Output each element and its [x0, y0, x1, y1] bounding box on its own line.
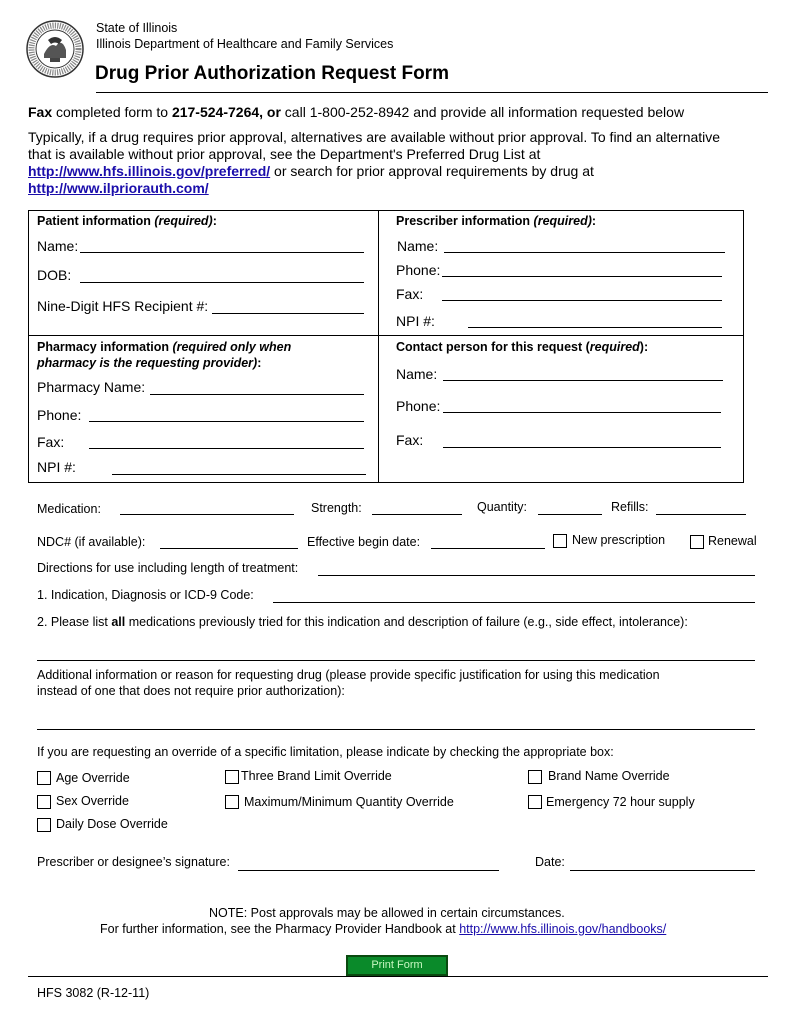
prescriber-npi-label: NPI #:	[396, 313, 435, 329]
prescriber-phone-label: Phone:	[396, 262, 441, 278]
additional-info-label-line2: instead of one that does not require prior authorization):	[37, 684, 345, 698]
three-brand-override-label: Three Brand Limit Override	[241, 769, 392, 783]
prescriber-fax-field[interactable]	[442, 300, 722, 301]
refills-label: Refills:	[611, 500, 649, 514]
state-name: State of Illinois	[96, 21, 178, 35]
strength-label: Strength:	[311, 501, 362, 515]
patient-dob-label: DOB:	[37, 267, 72, 283]
additional-info-label-line1: Additional information or reason for requesting drug (please provide specific justification for using this medication	[37, 668, 660, 682]
prescriber-fax-label: Fax:	[396, 286, 424, 302]
form-number: HFS 3082 (R-12-11)	[37, 986, 150, 1000]
indication-label: 1. Indication, Diagnosis or ICD-9 Code:	[37, 588, 254, 602]
footer-divider	[28, 976, 768, 977]
signature-field[interactable]	[238, 870, 499, 871]
directions-field[interactable]	[318, 575, 755, 576]
emergency-supply-label: Emergency 72 hour supply	[546, 795, 695, 809]
intro-paragraph-line4	[28, 180, 209, 196]
brand-name-override-label: Brand Name Override	[548, 769, 670, 783]
medication-label: Medication:	[37, 502, 101, 516]
ndc-field[interactable]	[160, 548, 298, 549]
age-override-checkbox[interactable]	[37, 771, 51, 785]
header-divider	[96, 92, 768, 93]
post-approval-note: NOTE: Post approvals may be allowed in certain circumstances.	[209, 906, 565, 920]
pharmacy-name-label: Pharmacy Name:	[37, 379, 146, 395]
contact-fax-field[interactable]	[443, 447, 721, 448]
previous-medications-field[interactable]	[37, 660, 755, 661]
ilpriorauth-link[interactable]: http://www.ilpriorauth.com/	[28, 180, 209, 196]
patient-dob-field[interactable]	[80, 282, 364, 283]
renewal-checkbox[interactable]	[690, 535, 704, 549]
intro-paragraph-line2: that is available without prior approval, see the Department's Preferred Drug List at	[28, 146, 541, 162]
pharmacy-phone-label: Phone:	[37, 407, 82, 423]
quantity-label: Quantity:	[477, 500, 528, 514]
pharmacy-heading-line1: Pharmacy information (required only when	[37, 340, 292, 354]
preferred-drug-list-link[interactable]: http://www.hfs.illinois.gov/preferred/	[28, 163, 271, 179]
prescriber-name-label: Name:	[397, 238, 439, 254]
daily-dose-override-checkbox[interactable]	[37, 818, 51, 832]
new-prescription-label: New prescription	[572, 533, 666, 547]
prescriber-heading: Prescriber information (required):	[396, 214, 597, 228]
pharmacy-npi-label: NPI #:	[37, 459, 76, 475]
sex-override-label: Sex Override	[56, 794, 129, 808]
contact-name-label: Name:	[396, 366, 438, 382]
pharmacy-heading-line2: pharmacy is the requesting provider):	[37, 356, 262, 370]
fax-instructions: Fax completed form to 217-524-7264, or call 1-800-252-8942 and provide all information requested below	[28, 104, 685, 120]
contact-heading: Contact person for this request (required):	[396, 340, 649, 354]
effective-date-field[interactable]	[431, 548, 545, 549]
pharmacy-fax-field[interactable]	[89, 448, 364, 449]
pharmacy-npi-field[interactable]	[112, 474, 366, 475]
override-instructions: If you are requesting an override of a specific limitation, please indicate by checking the appropriate box:	[37, 745, 614, 759]
brand-name-override-checkbox[interactable]	[528, 770, 542, 784]
intro-paragraph-line3: http://www.hfs.illinois.gov/preferred/ or search for prior approval requirements by drug at	[28, 163, 594, 179]
pharmacy-name-field[interactable]	[150, 394, 364, 395]
signature-label: Prescriber or designee’s signature:	[37, 855, 230, 869]
max-min-quantity-override-label: Maximum/Minimum Quantity Override	[244, 795, 454, 809]
age-override-label: Age Override	[56, 771, 130, 785]
date-field[interactable]	[570, 870, 755, 871]
prescriber-npi-field[interactable]	[468, 327, 722, 328]
contact-phone-label: Phone:	[396, 398, 441, 414]
three-brand-override-checkbox[interactable]	[225, 770, 239, 784]
form-title: Drug Prior Authorization Request Form	[95, 63, 449, 84]
patient-name-field[interactable]	[80, 252, 364, 253]
max-min-quantity-override-checkbox[interactable]	[225, 795, 239, 809]
handbook-note: For further information, see the Pharmacy Provider Handbook at http://www.hfs.illinois.gov/handbooks/	[100, 922, 667, 936]
refills-field[interactable]	[656, 514, 746, 515]
quantity-field[interactable]	[538, 514, 602, 515]
contact-fax-label: Fax:	[396, 432, 424, 448]
renewal-label: Renewal	[708, 534, 757, 548]
patient-name-label: Name:	[37, 238, 79, 254]
ndc-label: NDC# (if available):	[37, 535, 146, 549]
effective-date-label: Effective begin date:	[307, 535, 421, 549]
department-name: Illinois Department of Healthcare and Family Services	[96, 37, 394, 51]
box-vertical-divider	[378, 210, 379, 482]
patient-heading: Patient information (required):	[37, 214, 217, 228]
indication-field[interactable]	[273, 602, 755, 603]
previous-medications-label: 2. Please list all medications previously tried for this indication and description of failure (e.g., side effect, intolerance):	[37, 615, 688, 629]
box-horizontal-divider	[28, 335, 743, 336]
directions-label: Directions for use including length of treatment:	[37, 561, 299, 575]
handbook-link[interactable]: http://www.hfs.illinois.gov/handbooks/	[459, 922, 667, 936]
state-seal-logo	[26, 20, 84, 78]
sex-override-checkbox[interactable]	[37, 795, 51, 809]
prescriber-name-field[interactable]	[444, 252, 725, 253]
date-label: Date:	[535, 855, 565, 869]
pharmacy-fax-label: Fax:	[37, 434, 65, 450]
print-form-button[interactable]: Print Form	[346, 955, 448, 976]
prescriber-phone-field[interactable]	[442, 276, 722, 277]
intro-paragraph-line1: Typically, if a drug requires prior approval, alternatives are available without prior approval. To find an alternative	[28, 129, 721, 145]
strength-field[interactable]	[372, 514, 462, 515]
additional-info-field[interactable]	[37, 729, 755, 730]
pharmacy-phone-field[interactable]	[89, 421, 364, 422]
daily-dose-override-label: Daily Dose Override	[56, 817, 168, 831]
contact-phone-field[interactable]	[443, 412, 721, 413]
patient-recipient-field[interactable]	[212, 313, 364, 314]
new-prescription-checkbox[interactable]	[553, 534, 567, 548]
medication-field[interactable]	[120, 514, 294, 515]
contact-name-field[interactable]	[443, 380, 723, 381]
emergency-supply-checkbox[interactable]	[528, 795, 542, 809]
patient-recipient-label: Nine-Digit HFS Recipient #:	[37, 298, 209, 314]
